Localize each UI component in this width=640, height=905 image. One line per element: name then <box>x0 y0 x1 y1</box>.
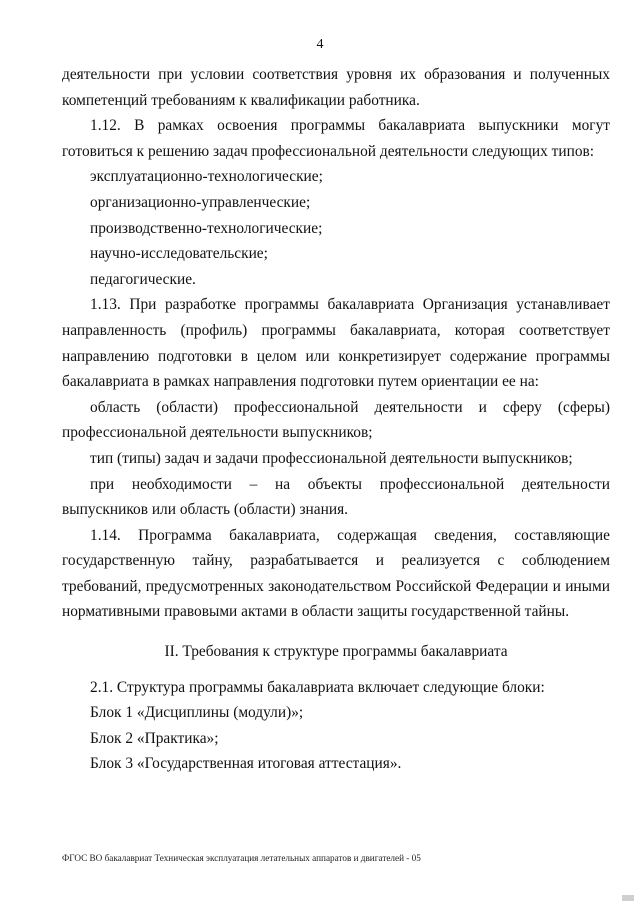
activity-type-item: научно-исследовательские; <box>90 245 268 263</box>
section-heading: II. Требования к структуре программы бакалавриата <box>164 643 508 661</box>
activity-type-item: организационно-управленческие; <box>90 193 311 211</box>
activity-type-item: производственно-технологические; <box>90 219 323 237</box>
block-item: Блок 2 «Практика»; <box>90 729 219 747</box>
activity-type-item: педагогические. <box>90 270 196 288</box>
paragraph-1-14: 1.14. Программа бакалавриата, содержащая сведения, составляющие государственную тайну, разрабатывается и реализуется с соблюдением требований, предусмотренных законодательством Российской Федерации и иными нормативными правовыми актами в области защиты государственной тайны. <box>62 526 610 621</box>
activity-type-item: эксплуатационно-технологические; <box>90 168 323 186</box>
paragraph-2-1: 2.1. Структура программы бакалавриата включает следующие блоки: <box>90 678 545 696</box>
paragraph-orientation-objects: при необходимости – на объекты профессиональной деятельности выпускников или область (области) знания. <box>62 475 610 519</box>
paragraph-orientation-tasks: тип (типы) задач и задачи профессиональной деятельности выпускников; <box>90 449 573 467</box>
document-footer: ФГОС ВО бакалавриат Техническая эксплуатация летательных аппаратов и двигателей - 05 <box>62 853 421 863</box>
page-number: 4 <box>316 37 324 52</box>
document-body <box>62 62 610 777</box>
scan-edge-mark <box>622 895 634 901</box>
paragraph-continuation: деятельности при условии соответствия уровня их образования и полученных компетенций требованиям к квалификации работника. <box>62 66 610 109</box>
paragraph-1-12: 1.12. В рамках освоения программы бакалавриата выпускники могут готовиться к решению задач профессиональной деятельности следующих типов: <box>62 117 610 160</box>
paragraph-orientation-area: область (области) профессиональной деятельности и сферу (сферы) профессиональной деятельности выпускников; <box>62 398 610 442</box>
paragraph-1-13: 1.13. При разработке программы бакалавриата Организация устанавливает направленность (профиль) программы бакалавриата, которая соответствует направлению подготовки в целом или конкретизирует содержание программы бакалавриата в рамках направления подготовки путем ориентации ее на: <box>62 296 610 391</box>
block-item: Блок 1 «Дисциплины (модули)»; <box>90 704 304 722</box>
block-item: Блок 3 «Государственная итоговая аттестация». <box>90 755 402 773</box>
